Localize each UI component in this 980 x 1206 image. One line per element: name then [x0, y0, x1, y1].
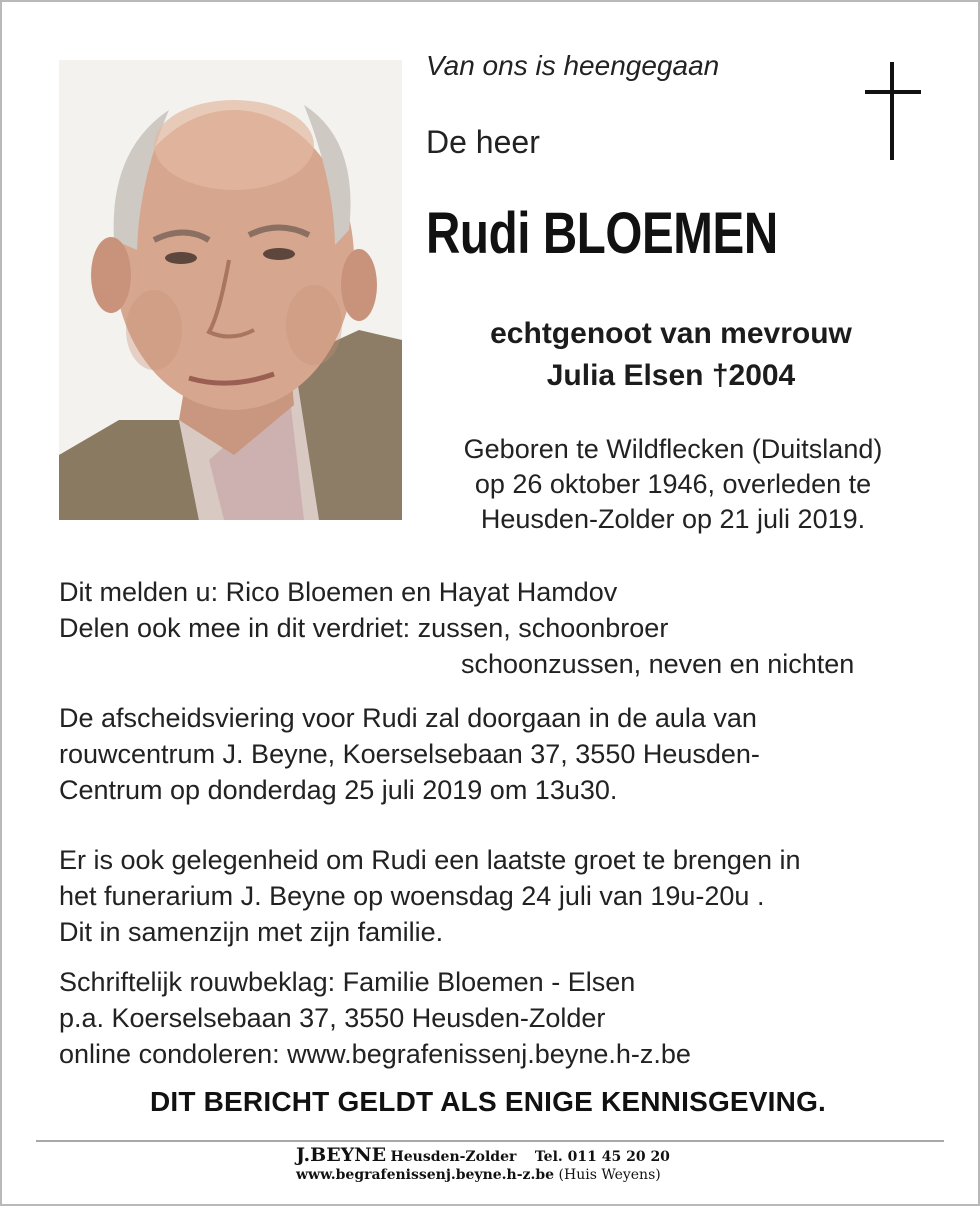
intro-text: Van ons is heengegaan	[426, 50, 720, 81]
funeral-home-phone: Tel. 011 45 20 20	[534, 1149, 670, 1165]
funeral-home-brand: J.BEYNE	[296, 1144, 387, 1166]
spouse-line: echtgenoot van mevrouw	[490, 317, 852, 350]
footer	[296, 1146, 670, 1184]
born-line: Heusden-Zolder op 21 juli 2019.	[480, 504, 866, 534]
condolence-link[interactable]: online condoleren: www.begrafenissenj.beyne.h-z.be	[59, 1039, 691, 1069]
announce-line: schoonzussen, neven en nichten	[461, 649, 855, 679]
footer-divider	[36, 1140, 944, 1142]
birth-death-info	[420, 432, 926, 537]
portrait-photo	[59, 60, 402, 520]
visit-line: Dit in samenzijn met zijn familie.	[59, 917, 444, 947]
ceremony-line: rouwcentrum J. Beyne, Koerselsebaan 37, 3550 Heusden-	[59, 739, 760, 769]
deceased-name: Rudi BLOEMEN	[426, 201, 778, 266]
spouse-info	[426, 313, 916, 397]
spouse-name-line: Julia Elsen †2004	[546, 359, 796, 392]
condolence-line: Schriftelijk rouwbeklag: Familie Bloemen - Elsen	[59, 967, 636, 997]
condolence-block	[59, 964, 691, 1072]
salutation: De heer	[426, 124, 540, 160]
ceremony-line: Centrum op donderdag 25 juli 2019 om 13u30.	[59, 775, 618, 805]
funeral-home-location: Heusden-Zolder	[390, 1149, 517, 1165]
announcement-block	[59, 574, 919, 682]
cross-icon	[863, 62, 923, 160]
visit-line: het funerarium J. Beyne op woensdag 24 juli van 19u-20u .	[59, 881, 765, 911]
announce-line: Dit melden u: Rico Bloemen en Hayat Hamdov	[59, 577, 618, 607]
announce-line: Delen ook mee in dit verdriet: zussen, schoonbroer	[59, 613, 669, 643]
condolence-line: p.a. Koerselsebaan 37, 3550 Heusden-Zolder	[59, 1003, 606, 1033]
final-notice: DIT BERICHT GELDT ALS ENIGE KENNISGEVING.	[149, 1086, 827, 1117]
funeral-home-website[interactable]: www.begrafenissenj.beyne.h-z.be	[296, 1167, 555, 1183]
born-line: op 26 oktober 1946, overleden te	[474, 469, 872, 499]
ceremony-line: De afscheidsviering voor Rudi zal doorgaan in de aula van	[59, 703, 757, 733]
funeral-home-house: (Huis Weyens)	[558, 1167, 661, 1183]
visit-line: Er is ook gelegenheid om Rudi een laatste groet te brengen in	[59, 845, 801, 875]
ceremony-block	[59, 700, 760, 808]
born-line: Geboren te Wildflecken (Duitsland)	[463, 434, 883, 464]
visitation-block	[59, 842, 801, 950]
